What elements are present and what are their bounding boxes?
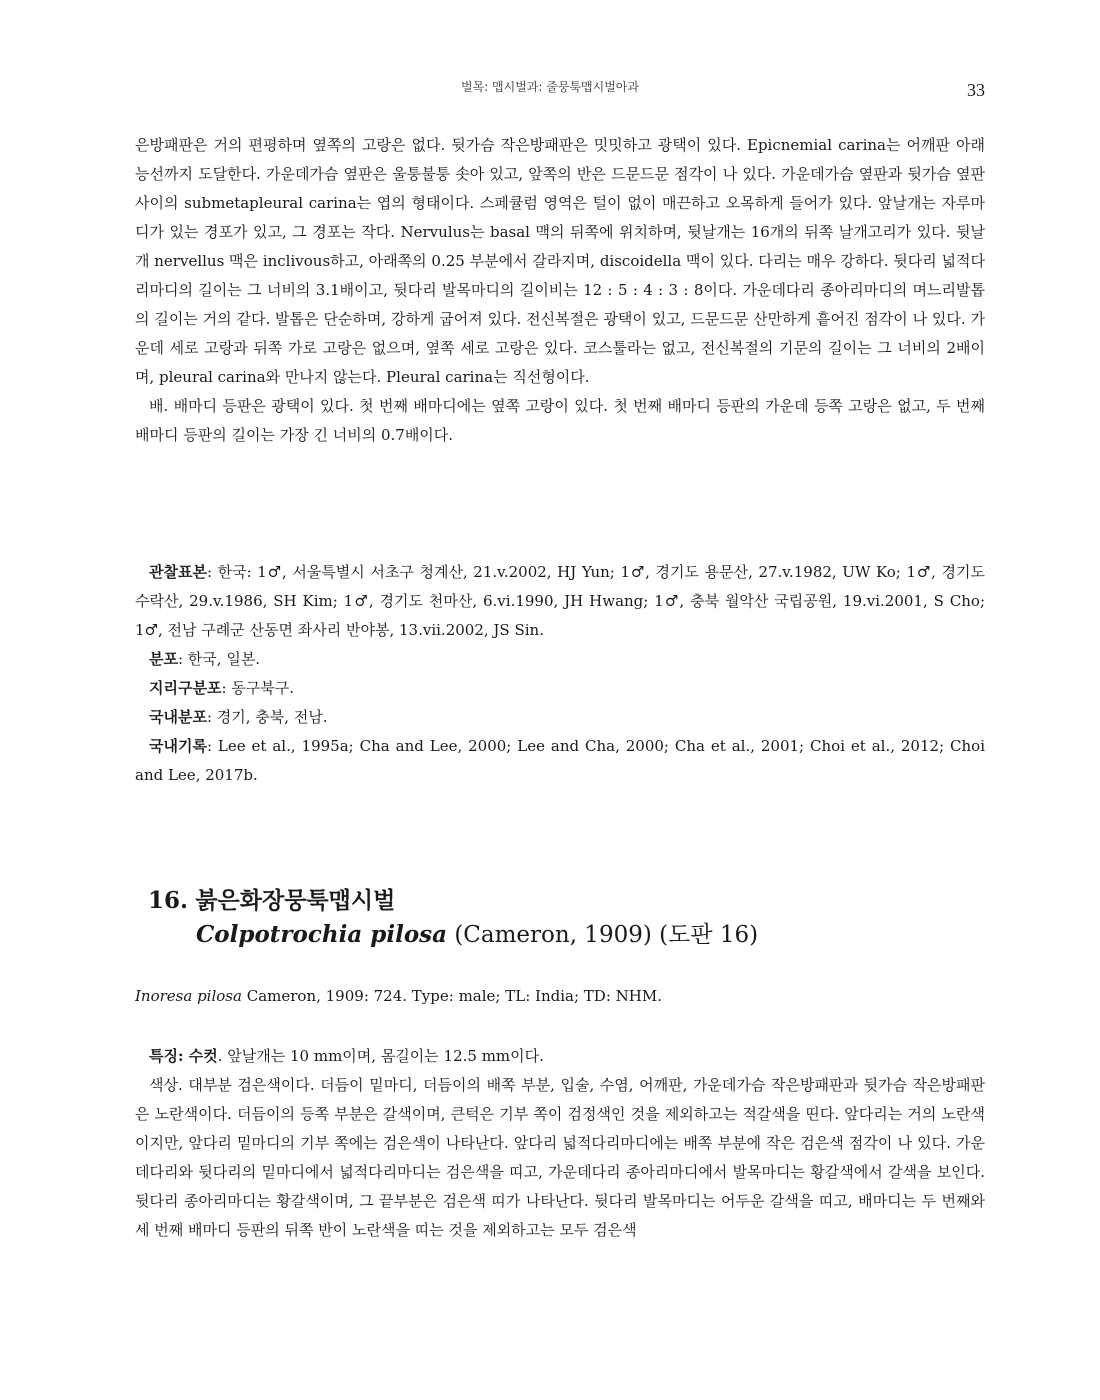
zoogeo-text: : 동구북구.: [221, 679, 295, 697]
zoogeographic-distribution: [135, 674, 985, 703]
synonymy-section: [135, 982, 985, 1011]
korean-records-label: 국내기록: [149, 737, 207, 755]
material-label: 관찰표본: [149, 563, 207, 581]
korean-records: [135, 732, 985, 790]
page-number: 33: [967, 80, 985, 100]
species-number: 16.: [148, 887, 189, 914]
species-title-line: [148, 884, 978, 918]
diagnosis-coloration: 색상. 대부분 검은색이다. 더듬이 밑마디, 더듬이의 배쪽 부분, 입술, 수염, 어깨판, 가운데가슴 작은방패판과 뒷가슴 작은방패판은 노란색이다. 더듬이의 등쪽 부분은 갈색이며, 큰턱은 기부 쪽이 검정색인 것을 제외하고는 적갈색을 띤다. 앞다리는 거의 노란색이지만, 앞다리 밑마디의 기부 쪽에는 검은색이 나타난다. 앞다리 넓적다리마디에는 배쪽 부분에 작은 검은색 점각이 나 있다. 가운데다리와 뒷다리의 밑마디에서 넓적다리마디는 검은색을 띠고, 가운데다리 종아리마디에서 발목마디는 황갈색에서 갈색을 보인다. 뒷다리 종아리마디는 황갈색이며, 그 끝부분은 검은색 띠가 나타난다. 뒷다리 발목마디는 어두운 갈색을 띠고, 배마디는 두 번째와 세 번째 배마디 등판의 뒤쪽 반이 노란색을 띠는 것을 제외하고는 모두 검은색: [135, 1076, 985, 1239]
domestic-label: 국내분포: [149, 708, 207, 726]
zoogeo-label: 지리구분포: [149, 679, 222, 697]
species-plate: (도판 16): [659, 922, 759, 948]
species-korean-name: 붉은화장뭉툭맵시벌: [195, 887, 396, 914]
records-section: [135, 558, 985, 790]
running-head: 벌목: 맵시벌과: 줄뭉툭맵시벌아과: [460, 80, 639, 94]
synonym-name: Inoresa pilosa: [135, 987, 242, 1005]
domestic-text: : 경기, 충북, 전남.: [206, 708, 328, 726]
species-scientific-name: Colpotrochia pilosa: [196, 921, 448, 948]
domestic-distribution: [135, 703, 985, 732]
diagnosis-sex-label: 수컷: [188, 1047, 218, 1065]
material-examined: [135, 558, 985, 645]
diagnosis-intro: 특징: 수컷. 앞날개는 10 mm이며, 몸길이는 12.5 mm이다.: [149, 1047, 544, 1065]
species-authority: (Cameron, 1909): [454, 922, 652, 948]
species-heading: [148, 884, 978, 952]
species-scientific-line: [148, 918, 978, 952]
description-section: [135, 131, 985, 450]
material-text: : 한국: 1♂, 서울특별시 서초구 청계산, 21.v.2002, HJ Yun; 1♂, 경기도 용문산, 27.v.1982, UW Ko; 1♂, 경기도 수락산, 29.v.1986, SH Kim; 1♂, 경기도 천마산, 6.vi.1990, JH Hwang; 1♂, 충북 월악산 국립공원, 19.vi.2001, S Cho; 1♂, 전남 구례군 산동면 좌사리 반야봉, 13.vii.2002, JS Sin.: [135, 563, 985, 639]
synonymy-entry: [135, 982, 985, 1011]
diagnosis-intro-text: . 앞날개는 10 mm이며, 몸길이는 12.5 mm이다.: [217, 1047, 544, 1065]
synonym-text: Cameron, 1909: 724. Type: male; TL: India; TD: NHM.: [241, 987, 662, 1005]
diagnosis-label: 특징: [149, 1047, 178, 1065]
distribution-label: 분포: [149, 650, 178, 668]
korean-records-text: : Lee et al., 1995a; Cha and Lee, 2000; Lee and Cha, 2000; Cha et al., 2001; Choi et al., 2012; Choi and Lee, 2017b.: [135, 737, 985, 784]
description-paragraph-metasoma: 배. 배마디 등판은 광택이 있다. 첫 번째 배마디에는 옆쪽 고랑이 있다. 첫 번째 배마디 등판의 가운데 등쪽 고랑은 없고, 두 번째 배마디 등판의 길이는 가장 긴 너비의 0.7배이다.: [135, 397, 985, 444]
description-paragraph-thorax: 은방패판은 거의 편평하며 옆쪽의 고랑은 없다. 뒷가슴 작은방패판은 밋밋하고 광택이 있다. Epicnemial carina는 어깨판 아래 능선까지 도달한다. 가운데가슴 옆판은 울퉁불퉁 솟아 있고, 앞쪽의 반은 드문드문 점각이 나 있다. 가운데가슴 옆판과 뒷가슴 옆판 사이의 submetapleural carina는 엽의 형태이다. 스페큘럼 영역은 털이 없이 매끈하고 오목하게 들어가 있다. 앞날개는 자루마디가 있는 경포가 있고, 그 경포는 작다. Nervulus는 basal 맥의 뒤쪽에 위치하며, 뒷날개는 16개의 뒤쪽 날개고리가 있다. 뒷날개 nervellus 맥은 inclivous하고, 아래쪽의 0.25 부분에서 갈라지며, discoidella 맥이 있다. 다리는 매우 강하다. 뒷다리 넓적다리마디의 길이는 그 너비의 3.1배이고, 뒷다리 발목마디의 길이비는 12 : 5 : 4 : 3 : 8이다. 가운데다리 종아리마디의 며느리발톱의 길이는 거의 같다. 발톱은 단순하며, 강하게 굽어져 있다. 전신복절은 광택이 있고, 드문드문 산만하게 흩어진 점각이 나 있다. 가운데 세로 고랑과 뒤쪽 가로 고랑은 없으며, 옆쪽 세로 고랑은 있다. 코스툴라는 없고, 전신복절의 기문의 길이는 그 너비의 2배이며, pleural carina와 만나지 않는다. Pleural carina는 직선형이다.: [135, 136, 985, 386]
distribution-text: : 한국, 일본.: [177, 650, 261, 668]
distribution: [135, 645, 985, 674]
diagnosis-section: [135, 1042, 985, 1245]
